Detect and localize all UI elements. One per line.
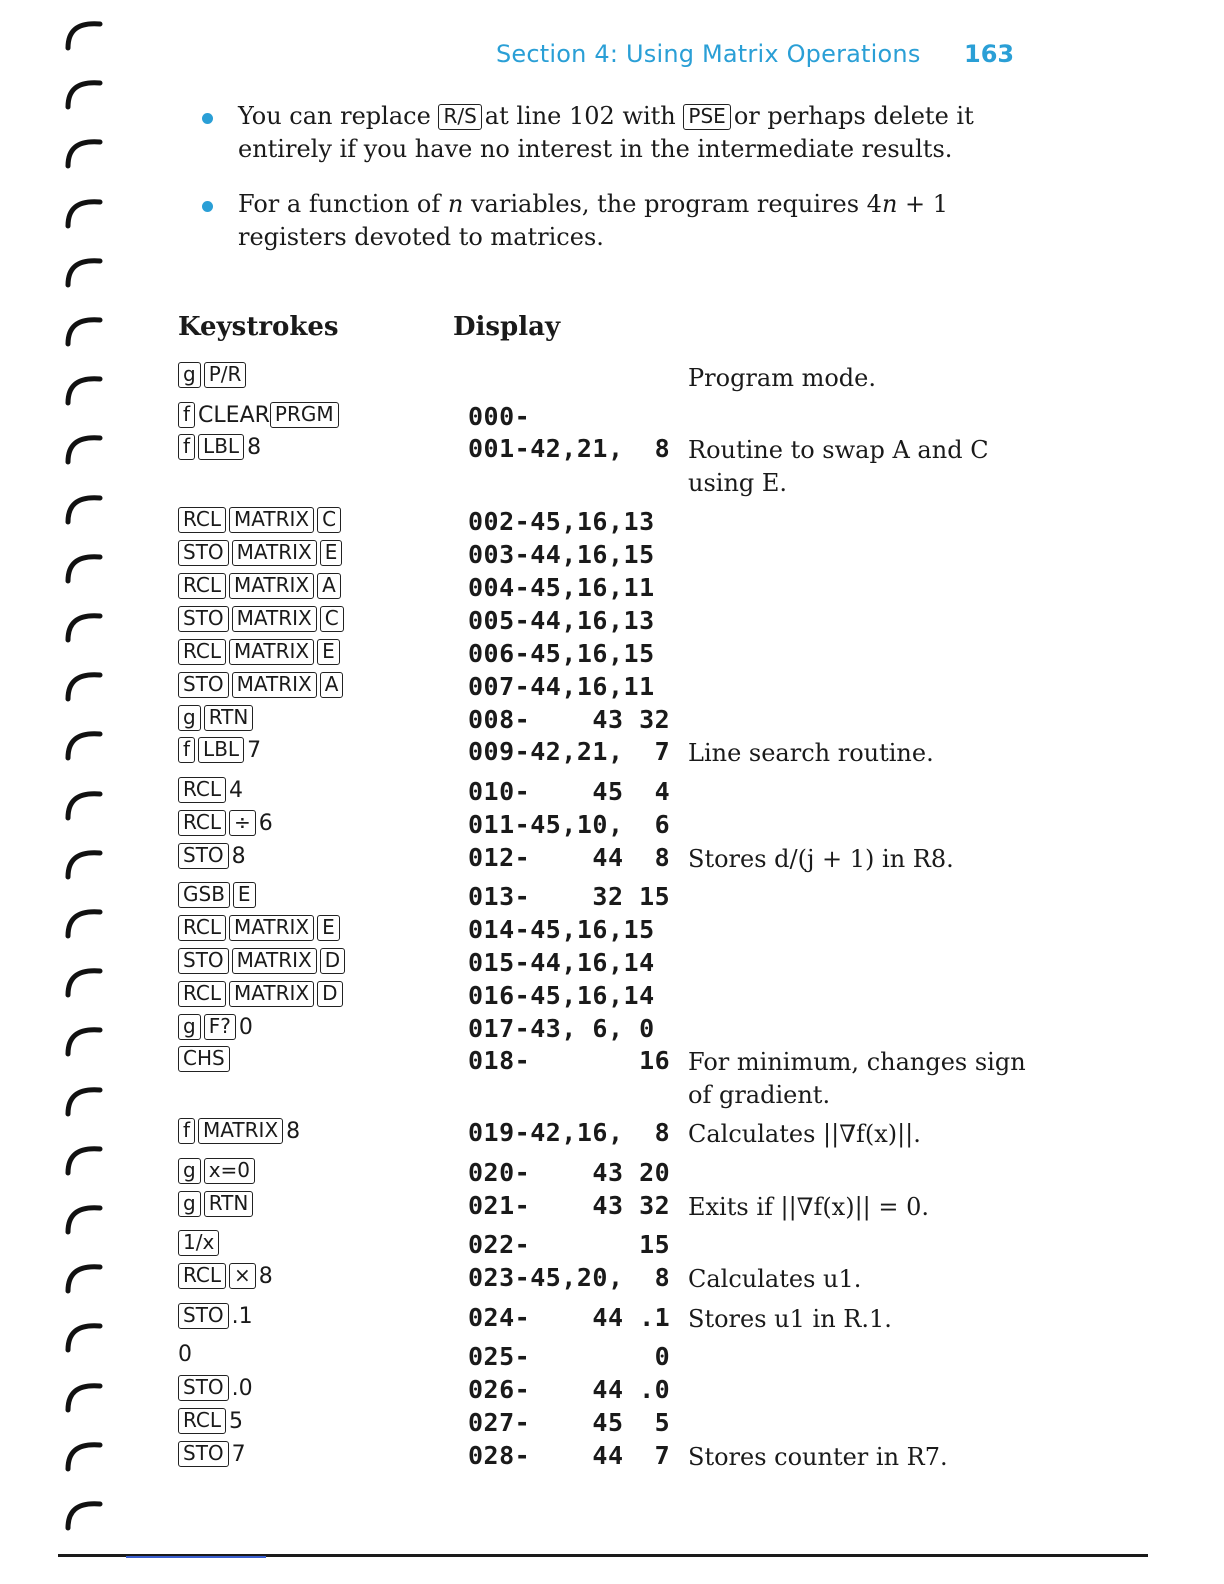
calculator-key: RCL [178,639,226,665]
binding-ring [62,190,106,230]
calculator-key: g [178,1191,201,1217]
calculator-key: f [178,737,195,763]
table-row [0,948,1224,981]
keystroke-text: 0 [178,1342,192,1367]
keystrokes-cell [178,777,243,803]
keystrokes-cell [178,1046,233,1072]
keystrokes-cell [178,810,273,836]
keystrokes-cell [178,1230,222,1256]
table-row [0,1158,1224,1191]
calculator-key: 1/x [178,1230,219,1256]
bottom-rule-accent [126,1556,266,1558]
table-row [0,777,1224,810]
binding-ring [62,308,106,348]
table-row [0,915,1224,948]
table-row [0,1014,1224,1047]
calculator-key: F? [204,1014,236,1040]
calculator-key: RCL [178,810,226,836]
table-row [0,672,1224,705]
calculator-key: RTN [204,1191,254,1217]
display-cell: 023-45,20, 8 [468,1263,671,1292]
display-cell: 026- 44 .0 [468,1375,671,1404]
table-row [0,810,1224,843]
binding-ring [62,71,106,111]
calculator-key: GSB [178,882,230,908]
calculator-key: ÷ [229,810,256,836]
calculator-key: RCL [178,1263,226,1289]
keystrokes-cell [178,981,346,1007]
display-cell: 022- 15 [468,1230,671,1259]
keystroke-text: .0 [231,1376,253,1401]
calculator-key: g [178,1158,201,1184]
list-item [196,100,1056,166]
display-cell: 005-44,16,13 [468,606,655,635]
table-row [0,434,1224,497]
calculator-key: STO [178,540,229,566]
keystrokes-cell [178,362,249,388]
calculator-key: LBL [198,737,244,763]
keystrokes-cell [178,882,259,908]
keystrokes-cell [178,1375,253,1401]
calculator-key: E [317,639,340,665]
keystrokes-cell [178,1191,256,1217]
section-title: Section 4: Using Matrix Operations [496,40,921,68]
keystrokes-cell [178,672,346,698]
calculator-key: MATRIX [229,573,314,599]
display-cell: 019-42,16, 8 [468,1118,671,1147]
display-cell: 007-44,16,11 [468,672,655,701]
bullet-text: For a function of [238,190,448,218]
calculator-key: f [178,434,195,460]
display-cell: 002-45,16,13 [468,507,655,536]
keystrokes-cell [178,434,261,460]
binding-ring [62,249,106,289]
binding-ring [62,130,106,170]
calculator-key: x=0 [204,1158,255,1184]
comment-cell: Calculates u1. [688,1265,862,1293]
keystroke-text: 0 [238,1015,253,1040]
table-row [0,1191,1224,1224]
calculator-key: STO [178,948,229,974]
table-row [0,402,1224,435]
calculator-key: E [317,915,340,941]
rs-key: R/S [438,104,481,130]
calculator-key: CHS [178,1046,230,1072]
comment-cell: Stores d/(j + 1) in R8. [688,845,954,873]
calculator-key: g [178,1014,201,1040]
table-row [0,507,1224,540]
calculator-key: LBL [198,434,244,460]
display-cell: 013- 32 15 [468,882,671,911]
keystrokes-cell [178,402,342,428]
display-cell: 012- 44 8 [468,843,671,872]
table-row [0,1118,1224,1151]
table-row [0,843,1224,876]
keystrokes-cell [178,540,345,566]
table-row [0,639,1224,672]
display-cell: 021- 43 32 [468,1191,671,1220]
display-cell: 018- 16 [468,1046,671,1075]
table-row [0,606,1224,639]
calculator-key: f [178,402,195,428]
keystrokes-cell [178,606,347,632]
keystrokes-cell [178,1408,243,1434]
table-row [0,1408,1224,1441]
calculator-key: MATRIX [229,915,314,941]
keystrokes-cell [178,573,344,599]
comment-cell: Calculates ||∇f(x)||. [688,1120,921,1148]
keystrokes-heading: Keystrokes [178,312,339,342]
comment-cell: For minimum, changes sign of gradient. [688,1048,1026,1109]
calculator-key: g [178,362,201,388]
calculator-key: MATRIX [229,507,314,533]
comment-cell: Line search routine. [688,739,934,767]
calculator-key: RCL [178,507,226,533]
bullet-text: You can replace [238,102,431,130]
keystroke-text: 7 [231,1442,246,1467]
calculator-key: E [233,882,256,908]
table-row [0,1230,1224,1263]
calculator-key: RCL [178,777,226,803]
calculator-key: STO [178,843,229,869]
display-cell: 016-45,16,14 [468,981,655,1010]
calculator-key: STO [178,672,229,698]
keystrokes-cell [178,1118,300,1144]
table-row [0,1441,1224,1474]
binding-ring [62,1078,106,1118]
calculator-key: g [178,705,201,731]
keystroke-text: 6 [258,811,273,836]
display-cell: 010- 45 4 [468,777,671,806]
calculator-key: STO [178,1303,229,1329]
calculator-key: RCL [178,1408,226,1434]
keystroke-text: 4 [229,778,244,803]
pse-key: PSE [683,104,730,130]
calculator-key: C [320,606,344,632]
calculator-key: MATRIX [198,1118,283,1144]
table-row [0,882,1224,915]
calculator-key: MATRIX [232,672,317,698]
keystrokes-cell [178,1158,258,1184]
table-row [0,1303,1224,1336]
page-number: 163 [964,40,1015,68]
keystrokes-cell [178,1263,273,1289]
table-row [0,573,1224,606]
calculator-key: STO [178,1441,229,1467]
table-row [0,540,1224,573]
calculator-key: A [317,573,341,599]
calculator-key: MATRIX [232,540,317,566]
keystrokes-cell [178,639,343,665]
calculator-key: C [317,507,341,533]
display-cell: 011-45,10, 6 [468,810,671,839]
display-cell: 006-45,16,15 [468,639,655,668]
calculator-key: E [320,540,343,566]
bullet-text: or perhaps delete it entirely if you have no interest in the intermediate results. [238,102,974,163]
display-cell: 027- 45 5 [468,1408,671,1437]
calculator-key: MATRIX [229,639,314,665]
bullet-text: at line 102 with [484,102,676,130]
display-cell: 001-42,21, 8 [468,434,671,463]
keystroke-text: 8 [247,435,262,460]
display-cell: 024- 44 .1 [468,1303,671,1332]
display-cell: 015-44,16,14 [468,948,655,977]
calculator-key: MATRIX [232,606,317,632]
bullet-icon [202,201,213,212]
calculator-key: D [320,948,345,974]
binding-ring [62,12,106,52]
display-cell: 028- 44 7 [468,1441,671,1470]
display-cell: 000- [468,402,531,431]
calculator-key: PRGM [270,402,339,428]
keystroke-text: 5 [229,1409,244,1434]
keystrokes-cell [178,1441,246,1467]
keystrokes-cell [178,1303,253,1329]
calculator-key: P/R [204,362,247,388]
display-heading: Display [453,312,561,342]
calculator-key: STO [178,606,229,632]
calculator-key: D [317,981,342,1007]
calculator-key: RCL [178,981,226,1007]
variable-n: n [881,190,898,218]
bullet-text: variables, the program requires 4 [463,190,882,218]
table-row [0,1375,1224,1408]
keystroke-text: .1 [231,1304,253,1329]
keystroke-text: 8 [231,844,246,869]
variable-n: n [447,190,464,218]
calculator-key: A [320,672,344,698]
keystroke-text: CLEAR [198,403,270,428]
display-cell: 008- 43 32 [468,705,671,734]
comment-cell: Stores u1 in R.1. [688,1305,892,1333]
calculator-key: RTN [204,705,254,731]
table-row [0,362,1224,395]
display-cell: 020- 43 20 [468,1158,671,1187]
keystrokes-cell [178,915,343,941]
keystroke-text: 8 [258,1264,273,1289]
table-row [0,981,1224,1014]
keystrokes-cell [178,948,348,974]
bullet-text: + 1 registers devoted to matrices. [238,190,949,251]
display-cell: 017-43, 6, 0 [468,1014,655,1043]
keystrokes-cell [178,705,256,731]
table-row [0,1342,1224,1375]
calculator-key: MATRIX [232,948,317,974]
keystrokes-cell [178,1342,192,1367]
bullet-icon [202,113,213,124]
keystrokes-cell [178,843,246,869]
page-header [496,40,1026,74]
calculator-key: RCL [178,915,226,941]
comment-cell: Program mode. [688,364,877,392]
calculator-key: MATRIX [229,981,314,1007]
comment-cell: Stores counter in R7. [688,1443,948,1471]
calculator-key: RCL [178,573,226,599]
display-cell: 009-42,21, 7 [468,737,671,766]
calculator-key: × [229,1263,256,1289]
table-row [0,1046,1224,1109]
keystrokes-cell [178,1014,253,1040]
display-cell: 004-45,16,11 [468,573,655,602]
keystrokes-cell [178,737,261,763]
binding-ring [62,1492,106,1532]
comment-cell: Routine to swap A and C using E. [688,436,989,497]
display-cell: 003-44,16,15 [468,540,655,569]
calculator-key: f [178,1118,195,1144]
display-cell: 014-45,16,15 [468,915,655,944]
display-cell: 025- 0 [468,1342,671,1371]
calculator-key: STO [178,1375,229,1401]
table-row [0,1263,1224,1296]
keystroke-text: 7 [247,738,262,763]
table-row [0,705,1224,738]
keystrokes-cell [178,507,344,533]
keystroke-text: 8 [286,1119,301,1144]
comment-cell: Exits if ||∇f(x)|| = 0. [688,1193,930,1221]
notes-list [196,100,1056,276]
list-item [196,188,1056,254]
table-row [0,737,1224,770]
